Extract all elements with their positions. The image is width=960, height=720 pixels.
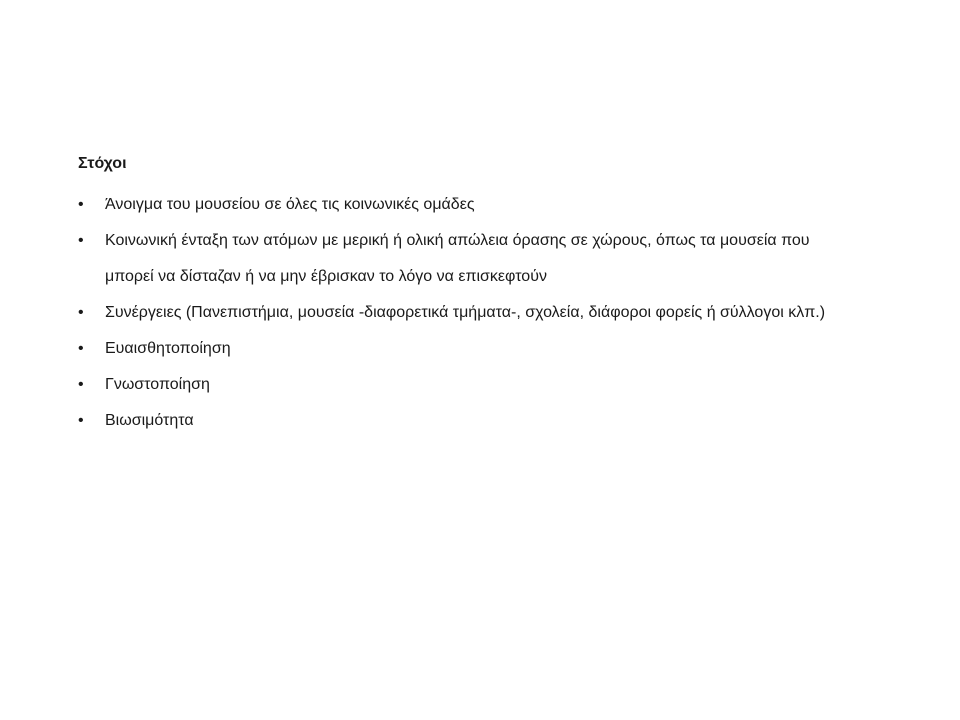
slide-heading: Στόχοι: [78, 155, 127, 172]
bullet-dot-icon: •: [78, 412, 84, 429]
bullet-item: [78, 295, 858, 331]
bullet-dot-icon: •: [78, 196, 84, 213]
bullet-text: Συνέργειες (Πανεπιστήμια, μουσεία -διαφορετικά τμήματα-, σχολεία, διάφοροι φορείς ή σύλλογοι κλπ.): [105, 304, 826, 321]
bullet-item: [78, 331, 858, 367]
bullet-dot-icon: •: [78, 376, 84, 393]
bullet-item: [78, 367, 858, 403]
bullet-item: [78, 403, 858, 439]
slide-content: [78, 152, 858, 439]
bullet-dot-icon: •: [78, 340, 84, 357]
bullet-dot-icon: •: [78, 232, 84, 249]
bullet-item: [78, 187, 858, 223]
bullet-text: Άνοιγμα του μουσείου σε όλες τις κοινωνικές ομάδες: [105, 196, 475, 213]
bullet-text: Ευαισθητοποίηση: [105, 340, 231, 357]
bullet-text: Κοινωνική ένταξη των ατόμων με μερική ή ολική απώλεια όρασης σε χώρους, όπως τα μουσεία που μπορεί να δίσταζαν ή να μην έβρισκαν το λόγο να επισκεφτούν: [105, 232, 810, 285]
bullet-text: Βιωσιμότητα: [105, 412, 194, 429]
bullet-list: [78, 187, 858, 439]
bullet-dot-icon: •: [78, 304, 84, 321]
bullet-item: [78, 223, 858, 295]
bullet-text: Γνωστοποίηση: [105, 376, 210, 393]
